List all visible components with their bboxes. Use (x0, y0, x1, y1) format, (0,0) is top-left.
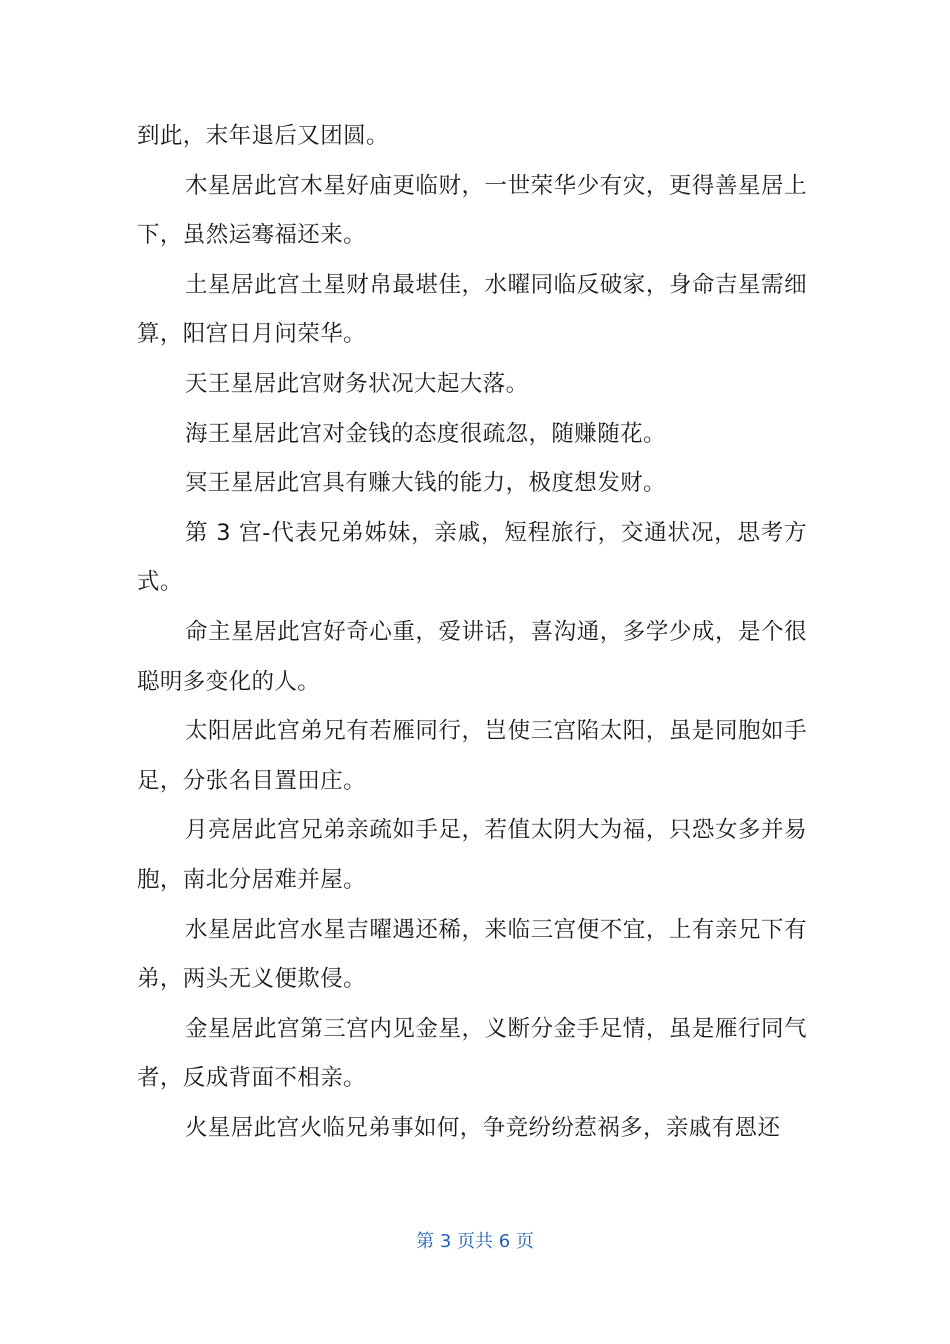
paragraph: 金星居此宫第三宫内见金星，义断分金手足情，虽是雁行同气者，反成背面不相亲。 (137, 1015, 807, 1092)
paragraph: 土星居此宫土星财帛最堪佳，水曜同临反破家，身命吉星需细算，阳宫日月问荣华。 (137, 271, 807, 348)
paragraph: 命主星居此宫好奇心重，爱讲话，喜沟通，多学少成，是个很聪明多变化的人。 (137, 618, 807, 695)
paragraph: 太阳居此宫弟兄有若雁同行，岂使三宫陷太阳，虽是同胞如手足，分张名目置田庄。 (137, 718, 807, 794)
paragraph: 木星居此宫木星好庙更临财，一世荣华少有灾，更得善星居上下，虽然运骞福还来。 (137, 172, 807, 249)
page-number: 第 3 页共 6 页 (416, 1231, 534, 1252)
paragraph: 第 3 宫-代表兄弟姊妹，亲戚，短程旅行，交通状况，思考方式。 (137, 519, 807, 596)
paragraph: 天王星居此宫财务状况大起大落。 (185, 370, 529, 397)
document-body (137, 112, 807, 1153)
paragraph: 海王星居此宫对金钱的态度很疏忽，随赚随花。 (185, 420, 666, 447)
paragraph: 到此，末年退后又团圆。 (137, 123, 389, 149)
paragraph: 火星居此宫火临兄弟事如何，争竞纷纷惹祸多，亲戚有恩还 (185, 1114, 781, 1141)
paragraph: 水星居此宫水星吉曜遇还稀，来临三宫便不宜，上有亲兄下有弟，两头无义便欺侵。 (137, 916, 807, 993)
paragraph: 冥王星居此宫具有赚大钱的能力，极度想发财。 (185, 470, 666, 497)
paragraph: 月亮居此宫兄弟亲疏如手足，若值太阴大为福，只恐女多并易胞，南北分居难并屋。 (137, 817, 807, 893)
